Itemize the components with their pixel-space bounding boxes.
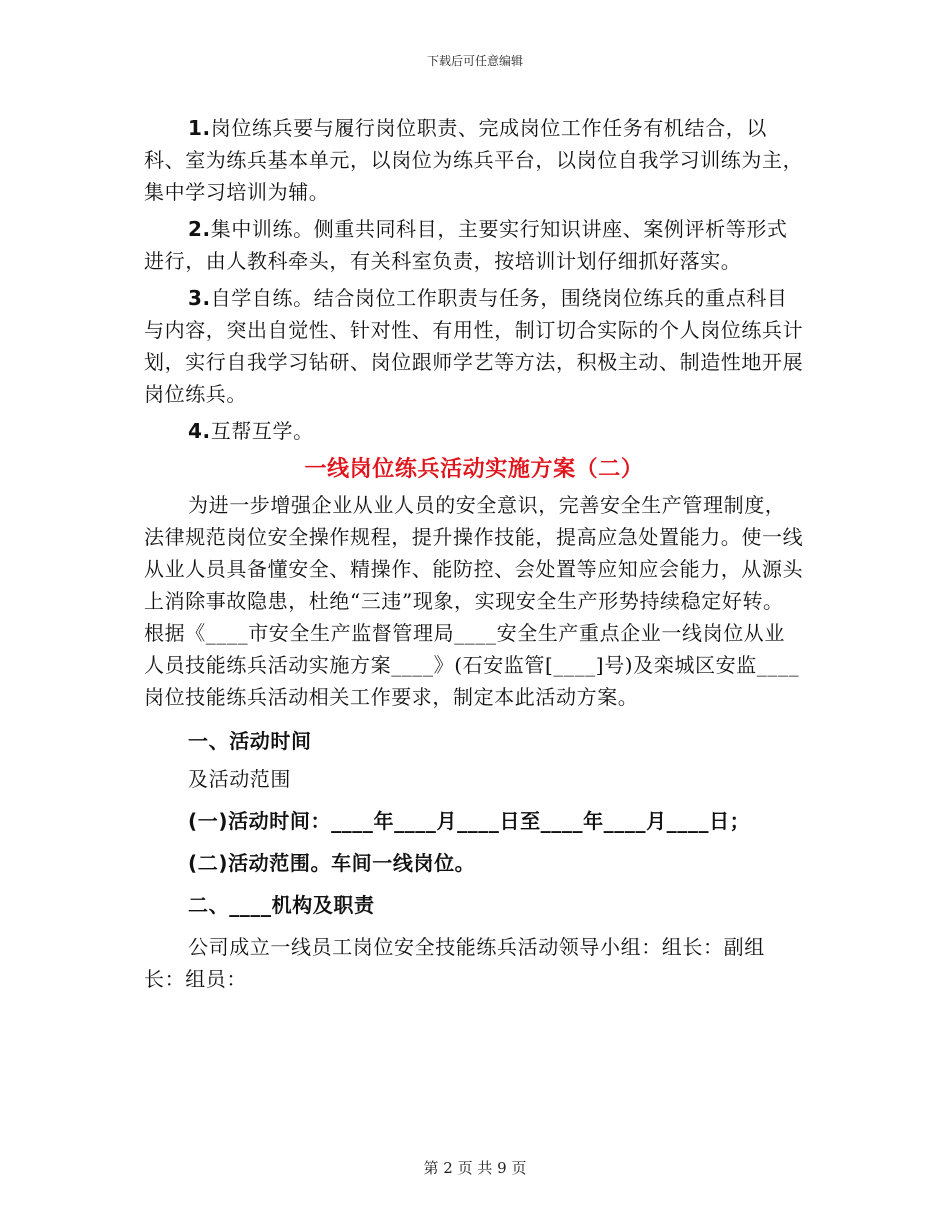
organization-paragraph: 公司成立一线员工岗位安全技能练兵活动领导小组：组长：副组长：组员：: [144, 935, 765, 991]
section-1-subheading: 及活动范围: [188, 767, 291, 791]
list-item-4: [144, 415, 804, 447]
item-number: 2.: [188, 217, 211, 241]
intro-paragraph: 为进一步增强企业从业人员的安全意识，完善安全生产管理制度，法律规范岗位安全操作规程，提升操作技能，提高应急处置能力。使一线从业人员具备懂安全、精操作、能防控、会处置等应知应会能力，从源头上消除事故隐患，杜绝“三违”现象，实现安全生产形势持续稳定好转。根据《____市安全生产监督管理局____安全生产重点企业一线岗位从业人员技能练兵活动实施方案____》(石安监管[____]号)及栾城区安监____岗位技能练兵活动相关工作要求，制定本此活动方案。: [144, 493, 804, 709]
section-1-heading: 一、活动时间: [188, 729, 312, 753]
item-number: 1.: [188, 116, 211, 140]
document-title: 一线岗位练兵活动实施方案（二）: [304, 456, 644, 482]
item-text: 集中训练。侧重共同科目，主要实行知识讲座、案例评析等形式进行，由人教科牵头，有关科室负责，按培训计划仔细抓好落实。: [144, 217, 788, 273]
item-number: 4.: [188, 419, 211, 443]
list-item-2: [144, 213, 804, 277]
item-number: 3.: [188, 286, 211, 310]
item-text: 岗位练兵要与履行岗位职责、完成岗位工作任务有机结合，以科、室为练兵基本单元，以岗位为练兵平台，以岗位自我学习训练为主，集中学习培训为辅。: [144, 116, 804, 204]
list-item-3: [144, 282, 804, 410]
item-text: 自学自练。结合岗位工作职责与任务，围绕岗位练兵的重点科目与内容，突出自觉性、针对性、有用性，制订切合实际的个人岗位练兵计划，实行自我学习钻研、岗位跟师学艺等方法，积极主动、制造性地开展岗位练兵。: [144, 286, 804, 406]
item-text: 互帮互学。: [210, 419, 314, 443]
section-2-heading: 二、____机构及职责: [188, 893, 375, 917]
activity-scope-line: (二)活动范围。车间一线岗位。: [188, 851, 476, 875]
page-footer: 第 2 页 共 9 页: [423, 1159, 527, 1177]
activity-time-line: (一)活动时间：____年____月____日至____年____月____日；: [188, 809, 751, 833]
document-body: [144, 112, 804, 995]
list-item-1: [144, 112, 804, 208]
page-header: 下载后可任意编辑: [426, 54, 523, 68]
